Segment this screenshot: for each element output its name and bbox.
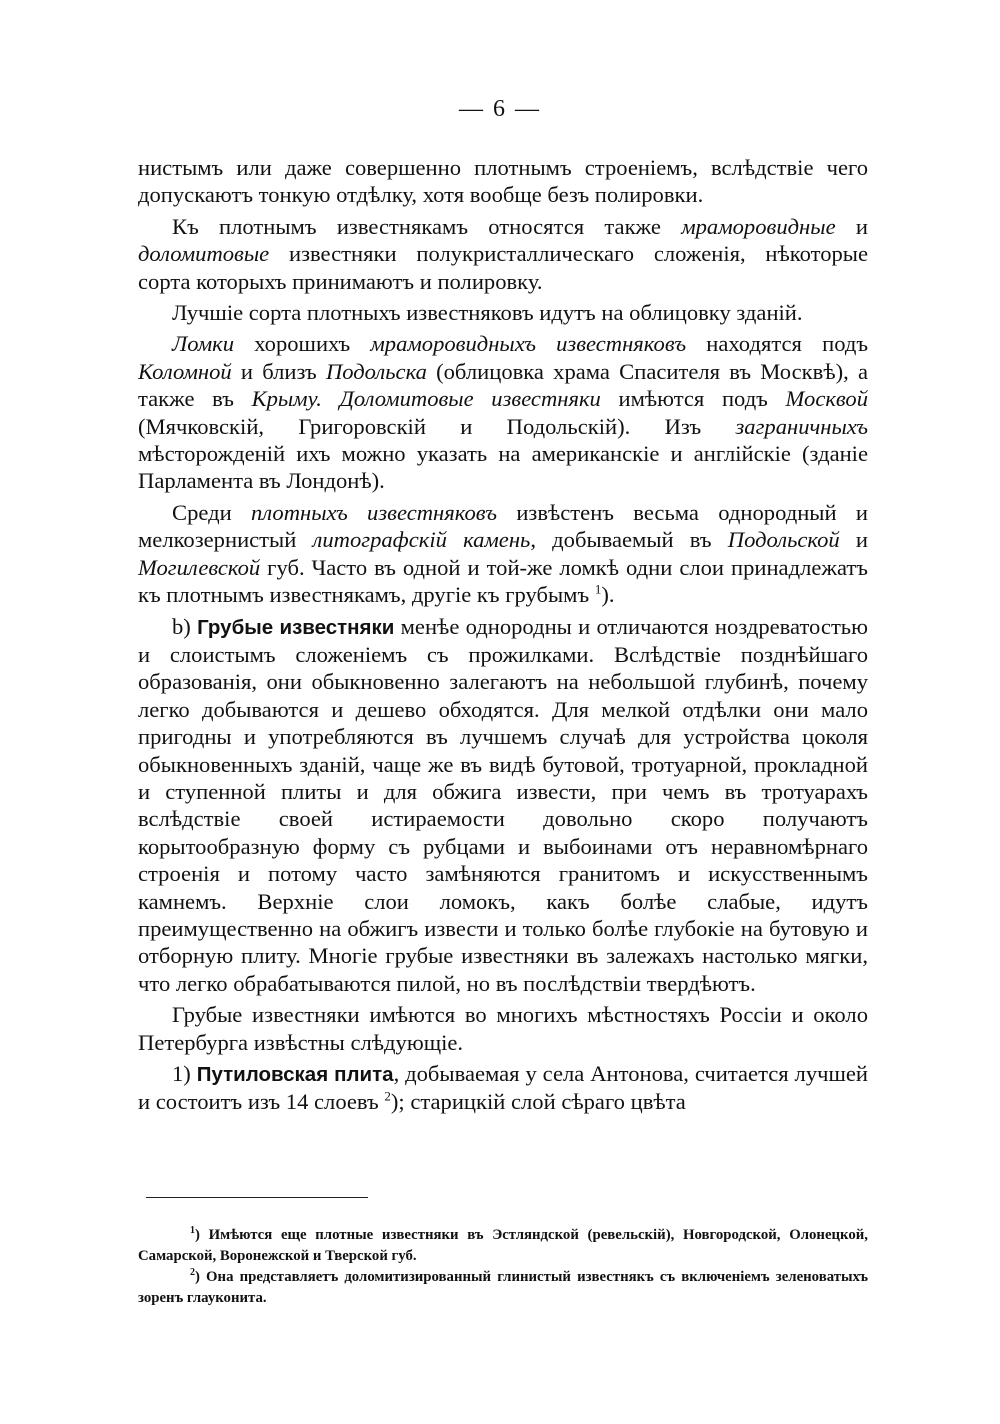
- italic-term: заграничныхъ: [735, 413, 868, 439]
- italic-term: плотныхъ известняковъ: [251, 499, 498, 525]
- text-run: ) Она представляетъ доломитизированный глинистый известнякъ съ включеніемъ зеленоватыхъ зоренъ глауконита.: [138, 1269, 868, 1306]
- footnote: [138, 1267, 868, 1309]
- text-run: нистымъ или даже совершенно плотнымъ строеніемъ, вслѣдствіе чего допускаютъ тонкую отдѣлку, хотя вообще безъ полировки.: [138, 155, 868, 208]
- italic-term: мраморовидные: [681, 213, 836, 239]
- footnotes: [138, 1225, 868, 1309]
- text-run: и: [835, 213, 868, 239]
- text-run: ); старицкій слой сѣраго цвѣта: [390, 1089, 686, 1115]
- footnote-ref: 2: [190, 1267, 195, 1279]
- footnote-ref: 1: [190, 1225, 195, 1237]
- body-text: [138, 154, 868, 1116]
- italic-term: доломитовые: [138, 241, 270, 267]
- text-run: Лучшіе сорта плотныхъ известняковъ идутъ на облицовку зданій.: [172, 300, 803, 326]
- text-run: (облицовка храма Спасителя въ Москвѣ), а также въ: [138, 358, 869, 412]
- text-run: мѣсторожденій ихъ можно указать на американскіе и англійскіе (зданіе Парламента въ Лондонѣ).: [138, 441, 868, 494]
- paragraph: [138, 330, 868, 494]
- text-run: ) Имѣются еще плотные известняки въ Эстляндской (ревельскій), Новгородской, Олонецкой, Самарской, Воронежской и Тверской губ.: [138, 1227, 868, 1264]
- footnote-divider: [146, 1197, 368, 1198]
- italic-term: литографскій камень: [312, 527, 531, 553]
- page-number: — 6 —: [459, 96, 541, 122]
- italic-term: Крыму. Доломитовые известняки: [251, 386, 601, 412]
- paragraph: [138, 613, 868, 998]
- paragraph: [138, 299, 868, 326]
- italic-term: Москвой: [785, 386, 869, 412]
- bold-term: Путиловская плита: [196, 1063, 394, 1086]
- text-run: менѣе однородны и отличаются ноздреватостью и слоистымъ сложеніемъ съ прожилками. Вслѣдствіе позднѣйшаго образованія, они обыкновенно залегаютъ на небольшой глубинѣ, почему легко добываются и дешево обходятся. Для мелкой отдѣлки они мало пригодны и употребляются въ лучшемъ случаѣ для устройства цоколя обыкновенныхъ зданій, чаще же въ видѣ бутовой, тротуарной, прокладной и ступенной плиты и для обжига извести, при чемъ въ тротуарахъ вслѣдствіе своей истираемости довольно скоро получаютъ корытообразную форму съ рубцами и выбоинами отъ неравномѣрнаго строенія и потому часто замѣняются гранитомъ и искусственнымъ камнемъ. Верхніе слои ломокъ, какъ болѣе слабые, идутъ преимущественно на обжигъ извести и только болѣе глубокіе на бутовую и отборную плиту. Многіе грубые известняки въ залежахъ настолько мягки, что легко обрабатываются пилой, но въ послѣдствіи твердѣютъ.: [138, 613, 868, 996]
- text-run: хорошихъ: [234, 331, 371, 357]
- bold-term: Грубые известняки: [197, 615, 395, 639]
- text-run: b): [172, 613, 198, 639]
- text-run: , добываемый въ: [530, 527, 728, 553]
- footnote-ref: 1: [594, 581, 602, 597]
- italic-term: Подольска: [325, 358, 427, 384]
- text-run: ).: [601, 582, 615, 608]
- paragraph: [138, 154, 868, 209]
- text-run: и близъ: [231, 358, 326, 384]
- text-run: Среди: [172, 499, 251, 525]
- text-run: (Мячковскій, Григоровскій и Подольскій). Изъ: [138, 413, 736, 439]
- text-run: известняки полукристаллическаго сложенія, нѣкоторые сорта которыхъ принимаютъ и полировку.: [138, 241, 868, 294]
- italic-term: мраморовидныхъ известняковъ: [370, 331, 687, 357]
- footnote-ref: 2: [384, 1088, 391, 1104]
- text-run: и: [839, 527, 868, 553]
- text-run: находятся подъ: [686, 331, 869, 357]
- text-run: Къ плотнымъ известнякамъ относятся также: [172, 213, 682, 239]
- text-run: , добываемая у села Антонова, считается лучшей и состоитъ изъ 14 слоевъ: [138, 1061, 868, 1115]
- text-run: извѣстенъ весьма однородный и мелкозернистый: [138, 499, 868, 553]
- paragraph: [138, 213, 868, 295]
- text-run: 1): [172, 1061, 197, 1086]
- paragraph: [138, 499, 868, 609]
- text-run: имѣются подъ: [600, 386, 786, 412]
- footnote: [138, 1225, 868, 1267]
- paragraph: [138, 1060, 868, 1116]
- italic-term: Коломной: [138, 358, 232, 384]
- italic-term: Подольской: [727, 527, 840, 553]
- italic-term: Могилевской: [138, 554, 261, 580]
- text-run: губ. Часто въ одной и той-же ломкѣ одни слои принадлежатъ къ плотнымъ известнякамъ, другіе къ грубымъ: [138, 554, 868, 608]
- italic-term: Ломки: [172, 331, 235, 357]
- paragraph: [138, 1001, 868, 1056]
- text-run: Грубые известняки имѣются во многихъ мѣстностяхъ Россіи и около Петербурга извѣстны слѣдующіе.: [138, 1002, 868, 1055]
